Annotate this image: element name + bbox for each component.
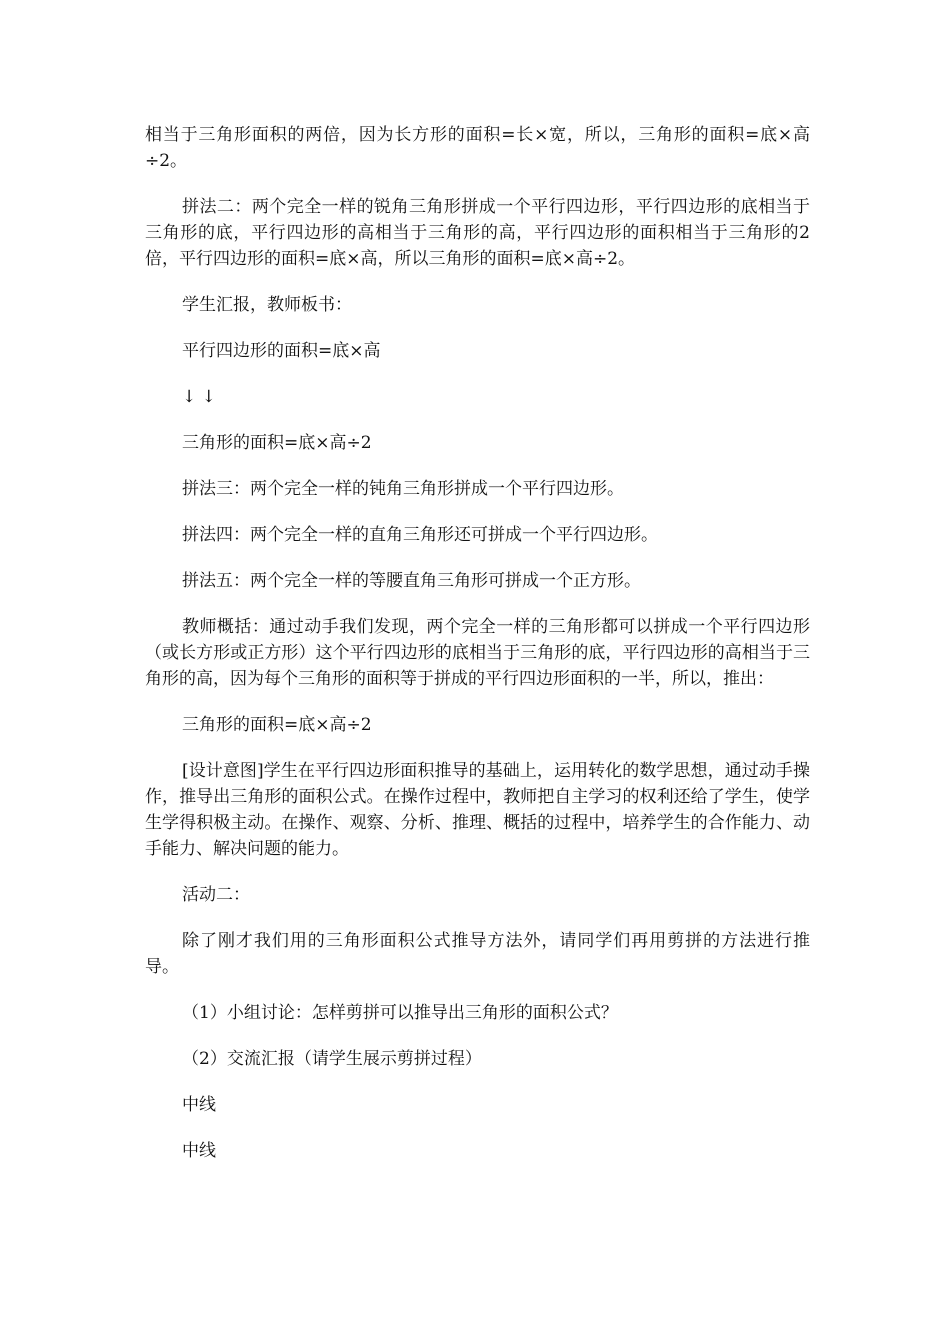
paragraph-instruction: 除了刚才我们用的三角形面积公式推导方法外，请同学们再用剪拼的方法进行推导。 (145, 931, 810, 977)
paragraph-discussion: （1）小组讨论：怎样剪拼可以推导出三角形的面积公式？ (182, 1003, 618, 1023)
formula-triangle: 三角形的面积=底×高÷2 (182, 433, 372, 453)
paragraph-method-two: 拼法二：两个完全一样的锐角三角形拼成一个平行四边形，平行四边形的底相当于三角形的底，平行四边形的高相当于三角形的高，平行四边形的面积相当于三角形的2倍，平行四边形的面积=底×高，所以三角形的面积=底×高÷2。 (145, 197, 810, 269)
paragraph-exchange-report: （2）交流汇报（请学生展示剪拼过程） (182, 1049, 482, 1069)
document-body (145, 122, 810, 1184)
paragraph-method-three: 拼法三：两个完全一样的钝角三角形拼成一个平行四边形。 (182, 479, 624, 499)
label-median-1: 中线 (182, 1095, 216, 1115)
formula-triangle-conclusion: 三角形的面积=底×高÷2 (182, 715, 372, 735)
paragraph-design-intent: [设计意图]学生在平行四边形面积推导的基础上，运用转化的数学思想，通过动手操作，推导出三角形的面积公式。在操作过程中，教师把自主学习的权利还给了学生，使学生学得积极主动。在操作、观察、分析、推理、概括的过程中，培养学生的合作能力、动手能力、解决问题的能力。 (145, 761, 810, 859)
paragraph-method-five: 拼法五：两个完全一样的等腰直角三角形可拼成一个正方形。 (182, 571, 641, 591)
formula-parallelogram: 平行四边形的面积=底×高 (182, 341, 381, 361)
paragraph-method-four: 拼法四：两个完全一样的直角三角形还可拼成一个平行四边形。 (182, 525, 658, 545)
arrows: ↓ ↓ (182, 387, 216, 407)
paragraph-student-report: 学生汇报，教师板书： (182, 295, 352, 315)
paragraph-activity-two: 活动二： (182, 885, 250, 905)
paragraph-teacher-summary: 教师概括：通过动手我们发现，两个完全一样的三角形都可以拼成一个平行四边形（或长方形或正方形）这个平行四边形的底相当于三角形的底，平行四边形的高相当于三角形的高，因为每个三角形的面积等于拼成的平行四边形面积的一半，所以，推出： (145, 617, 810, 689)
label-median-2: 中线 (182, 1141, 216, 1161)
paragraph-continuation: 相当于三角形面积的两倍，因为长方形的面积=长×宽，所以，三角形的面积=底×高÷2。 (145, 125, 810, 171)
